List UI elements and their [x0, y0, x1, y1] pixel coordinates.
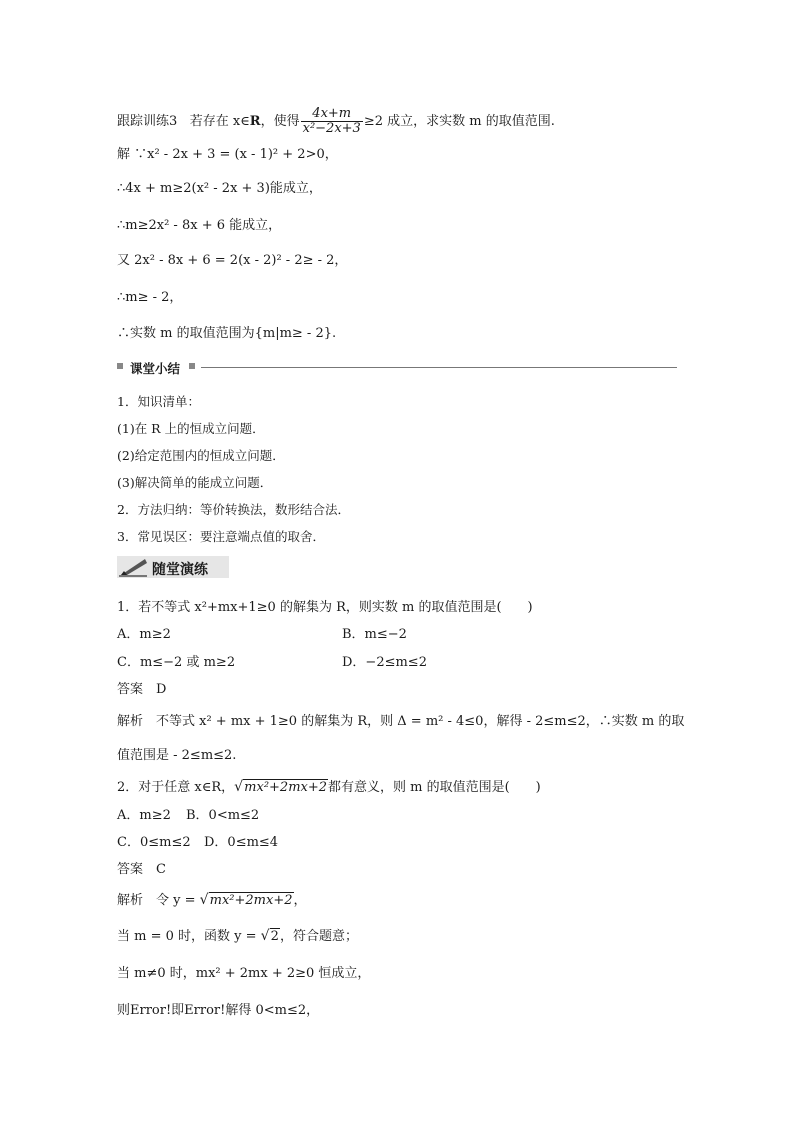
q1-option-d: D．−2≤m≤2 [342, 655, 427, 670]
solution-line-5: ∴m≥ - 2， [117, 290, 183, 305]
radical-sign-icon: √ [234, 779, 244, 795]
square-bullet-icon [117, 363, 123, 369]
q2-option-c: C．0≤m≤2 [117, 835, 191, 850]
summary-line-5: 2．方法归纳：等价转换法，数形结合法． [117, 502, 350, 517]
exercise-question [117, 107, 555, 136]
summary-line-6: 3．常见误区：要注意端点值的取舍． [117, 529, 325, 544]
fraction-numerator: 4x+m [301, 107, 363, 122]
summary-line-4: (3)解决简单的能成立问题． [117, 475, 273, 490]
q2-analysis-post: ， [293, 893, 307, 908]
summary-line-1: 1．知识清单： [117, 394, 200, 409]
q2-analysis-pre: 解析 令 y = [117, 893, 200, 908]
summary-line-3: (2)给定范围内的恒成立问题． [117, 448, 285, 463]
q2-answer: 答案 C [117, 862, 166, 877]
square-root [261, 929, 280, 945]
exercise-label: 跟踪训练3 [117, 114, 178, 129]
radical-sign-icon: √ [199, 892, 209, 908]
summary-line-2: (1)在 R 上的恒成立问题． [117, 421, 265, 436]
q2-option-a: A．m≥2 [117, 808, 171, 823]
q1-option-c: C．m≤−2 或 m≥2 [117, 655, 236, 670]
square-root [200, 893, 294, 909]
square-root [234, 780, 328, 796]
practice-banner [117, 556, 229, 578]
fraction [301, 107, 363, 136]
question-mid: ，使得 [260, 114, 300, 129]
q2-line-m0-pre: 当 m = 0 时，函数 y = [117, 929, 261, 944]
set-r: R [249, 114, 261, 129]
q1-stem: 1．若不等式 x²+mx+1≥0 的解集为 R，则实数 m 的取值范围是( ) [117, 600, 533, 615]
q2-stem [117, 780, 541, 796]
radicand: mx²+2mx+2 [244, 780, 328, 795]
q2-stem-pre: 2．对于任意 x∈R， [117, 780, 235, 795]
q2-analysis [117, 893, 307, 909]
solution-line-3: ∴m≥2x² - 8x + 6 能成立， [117, 218, 282, 233]
question-post: ≥2 成立，求实数 m 的取值范围. [363, 114, 555, 129]
q2-option-d: D．0≤m≤4 [204, 835, 279, 850]
fraction-denominator: x²−2x+3 [302, 121, 361, 136]
practice-title: 随堂演练 [152, 562, 208, 578]
q1-option-b: B．m≤−2 [342, 627, 407, 642]
q1-answer: 答案 D [117, 682, 167, 697]
q1-analysis-2: 值范围是 - 2≤m≤2. [117, 748, 237, 763]
solution-line-4: 又 2x² - 8x + 6 = 2(x - 2)² - 2≥ - 2， [117, 253, 348, 268]
q1-option-a: A．m≥2 [117, 627, 171, 642]
q2-stem-post: 都有意义，则 m 的取值范围是( ) [328, 780, 541, 795]
q2-option-b: B．0<m≤2 [186, 808, 260, 823]
solution-line-2: ∴4x + m≥2(x² - 2x + 3)能成立， [117, 181, 322, 196]
solution-line-1: 解 ∵x² - 2x + 3 = (x - 1)² + 2>0， [117, 147, 338, 162]
q2-line-m0 [117, 929, 358, 945]
radical-sign-icon: √ [260, 928, 270, 944]
pencil-icon [119, 557, 149, 577]
radicand: 2 [270, 929, 279, 944]
question-pre: 若存在 x∈ [189, 114, 250, 129]
solution-line-6: ∴实数 m 的取值范围为{m|m≥ - 2}. [117, 326, 337, 341]
q2-line-last: 则Error!即Error!解得 0<m≤2， [117, 1003, 320, 1018]
q1-analysis-1: 解析 不等式 x² + mx + 1≥0 的解集为 R，则 Δ = m² - 4≤0，解得 - 2≤m≤2，∴实数 m 的取 [117, 714, 685, 729]
summary-title: 课堂小结 [130, 361, 181, 376]
summary-header [117, 359, 677, 375]
square-bullet-icon [189, 363, 195, 369]
radicand: mx²+2mx+2 [209, 893, 293, 908]
q2-line-mne0: 当 m≠0 时，mx² + 2mx + 2≥0 恒成立， [117, 966, 371, 981]
q2-line-m0-post: ，符合题意； [279, 929, 358, 944]
divider-line [201, 367, 677, 368]
